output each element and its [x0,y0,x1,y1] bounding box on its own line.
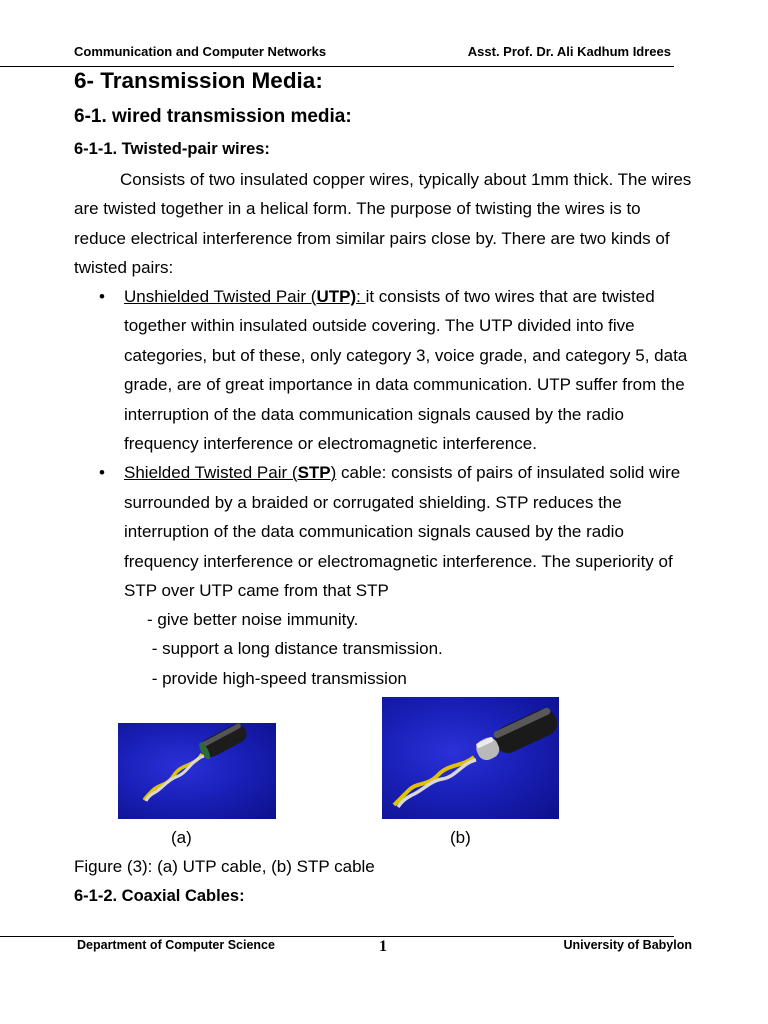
header-course-title: Communication and Computer Networks [74,44,327,59]
bullet-marker: • [99,463,105,483]
section-heading: 6-1. wired transmission media: [74,106,352,127]
utp-cable-image [118,723,276,819]
subsection-heading-twisted-pair: 6-1-1. Twisted-pair wires: [74,140,270,158]
utp-term-suffix: : [356,287,366,306]
stp-term [124,463,336,482]
utp-term-prefix: Unshielded Twisted Pair ( [124,287,317,306]
stp-term-prefix: Shielded Twisted Pair ( [124,463,298,483]
figure-label-a: (a) [171,828,192,847]
footer-university: University of Babylon [563,938,692,952]
page-number: 1 [379,938,387,955]
stp-abbr: STP [297,463,331,483]
twisted-pair-types-list [74,282,694,605]
list-item-utp [74,282,694,458]
page-title: 6- Transmission Media: [74,68,323,93]
stp-advantage-item: - provide high-speed transmission [147,668,407,688]
subsection-heading-coaxial: 6-1-2. Coaxial Cables: [74,887,245,905]
stp-advantage-item: - support a long distance transmission. [147,639,443,659]
utp-description: it consists of two wires that are twisted together within insulated outside covering. The UTP divided into five categories, but of these, only category 3, voice grade, and category 5, data grade, are of great importance in data communication. UTP suffer from the interruption of the data communication signals caused by the radio frequency interference or electromagnetic interference. [124,287,688,454]
footer-rule [0,936,674,937]
stp-advantage-item: - give better noise immunity. [147,610,359,629]
footer-department: Department of Computer Science [77,938,275,952]
intro-paragraph: Consists of two insulated copper wires, typically about 1mm thick. The wires are twisted together in a helical form. The purpose of twisting the wires is to reduce electrical interference from similar pairs close by. There are two kinds of twisted pairs: [74,170,692,278]
figure-caption: Figure (3): (a) UTP cable, (b) STP cable [74,857,375,876]
header-rule [0,66,674,67]
figure-label-b: (b) [450,828,471,847]
header-author: Asst. Prof. Dr. Ali Kadhum Idrees [467,44,671,59]
list-item-stp [74,458,694,605]
bullet-marker: • [99,287,105,306]
stp-advantages-list [147,605,443,693]
stp-cable-image [382,697,559,819]
stp-term-suffix: ) [330,463,337,483]
stp-description: cable: consists of pairs of insulated solid wire surrounded by a braided or corrugated shielding. STP reduces the interruption of the data communication signals caused by the radio frequency interference or electromagnetic interference. The superiority of STP over UTP came from that STP [124,463,681,601]
utp-term [124,287,366,306]
utp-abbr: UTP) [316,287,357,306]
